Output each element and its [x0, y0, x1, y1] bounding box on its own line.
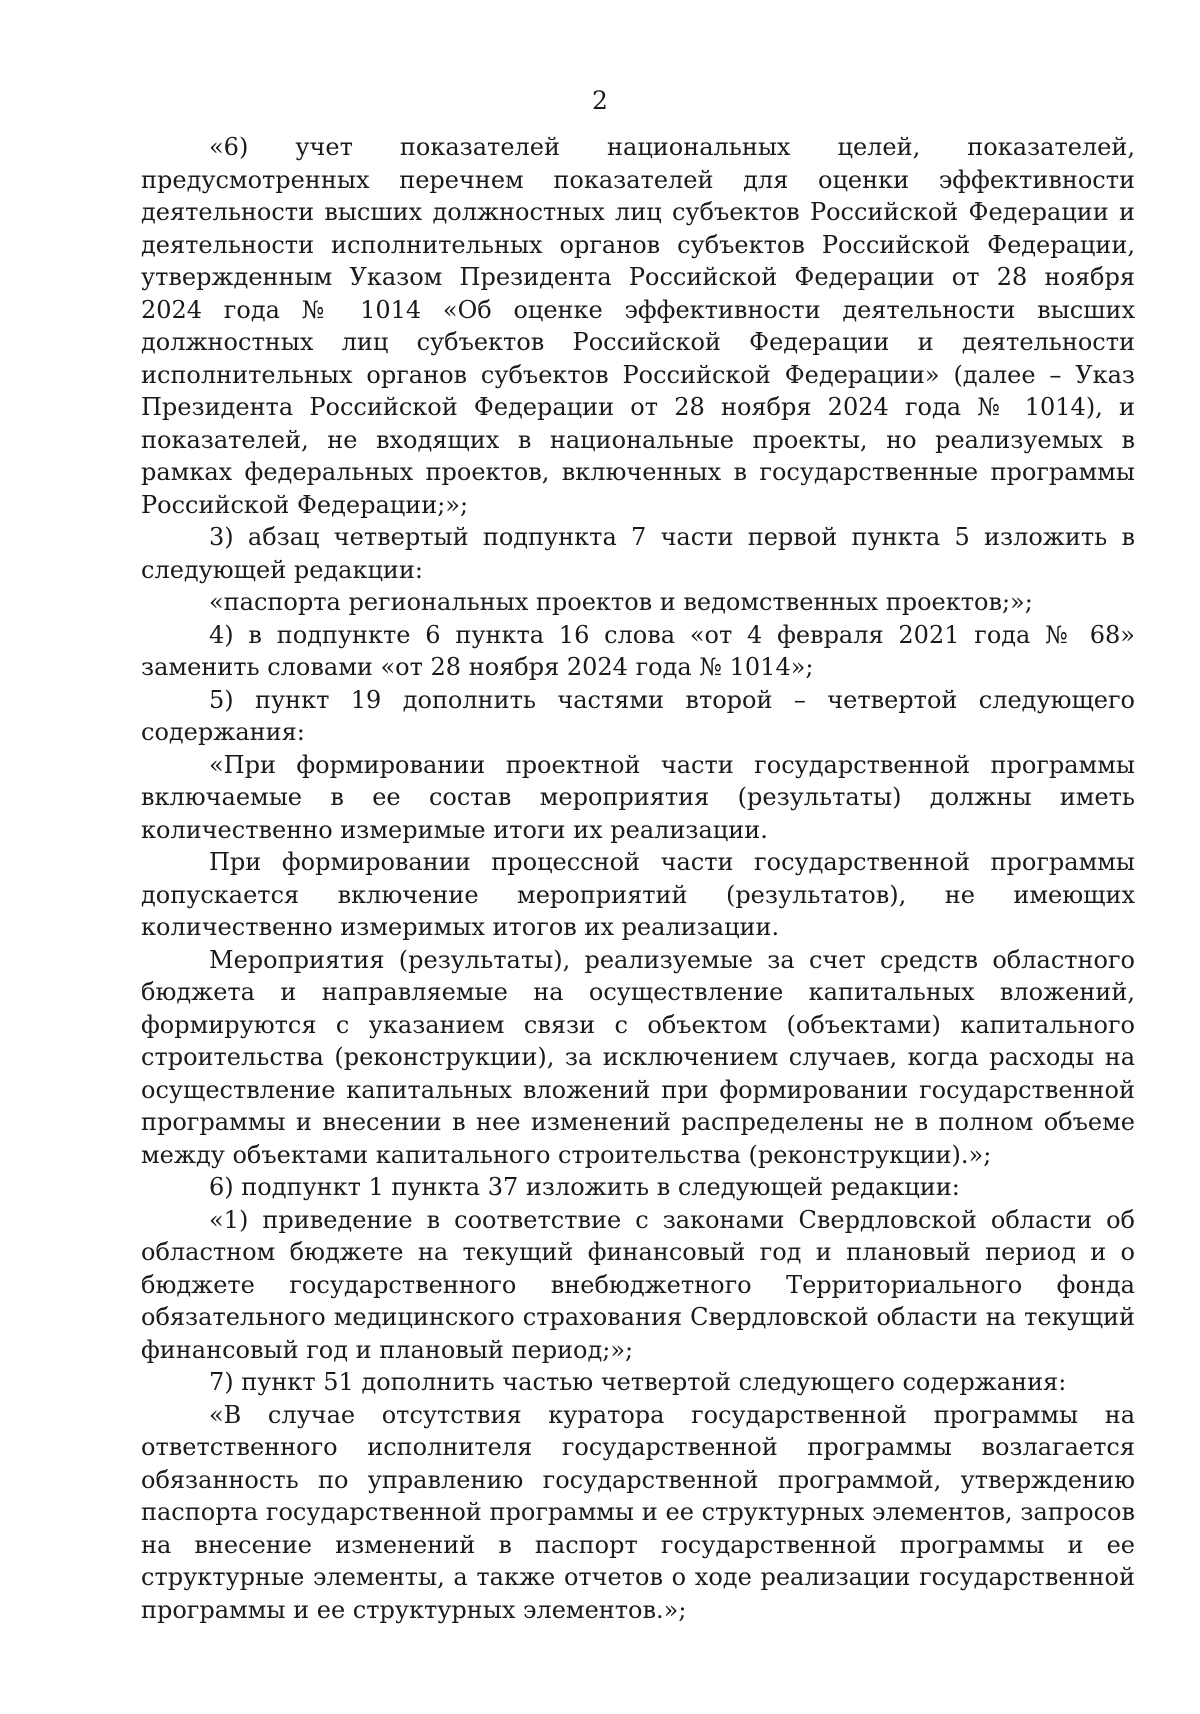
paragraph: При формировании процессной части государственной программы допускается включение мероприятий (результатов), не имеющих количественно измеримых итогов их реализации. — [141, 848, 1135, 941]
paragraph: 5) пункт 19 дополнить частями второй – четвертой следующего содержания: — [141, 685, 1135, 746]
document-body — [141, 131, 1135, 1626]
paragraph: 6) подпункт 1 пункта 37 изложить в следующей редакции: — [209, 1173, 960, 1201]
page-number: 2 — [592, 86, 608, 115]
paragraph: «В случае отсутствия куратора государственной программы на ответственного исполнителя государственной программы возлагается обязанность по управлению государственной программой, утверждению паспорта государственной программы и ее структурных элементов, запросов на внесение изменений в паспорт государственной программы и ее структурные элементы, а также отчетов о ходе реализации государственной программы и ее структурных элементов.»; — [141, 1400, 1135, 1624]
paragraph: 4) в подпункте 6 пункта 16 слова «от 4 февраля 2021 года № 68» заменить словами «от 28 ноября 2024 года № 1014»; — [141, 620, 1135, 681]
paragraph: «1) приведение в соответствие с законами Свердловской области об областном бюджете на текущий финансовый год и плановый период и о бюджете государственного внебюджетного Территориального фонда обязательного медицинского страхования Свердловской области на текущий финансовый год и плановый период;»; — [141, 1205, 1135, 1364]
paragraph: 3) абзац четвертый подпункта 7 части первой пункта 5 изложить в следующей редакции: — [141, 523, 1135, 584]
paragraph: Мероприятия (результаты), реализуемые за счет средств областного бюджета и направляемые на осуществление капитальных вложений, формируются с указанием связи с объектом (объектами) капитального строительства (реконструкции), за исключением случаев, когда расходы на осуществление капитальных вложений при формировании государственной программы и внесении в нее изменений распределены не в полном объеме между объектами капитального строительства (реконструкции).»; — [141, 945, 1135, 1169]
paragraph: 7) пункт 51 дополнить частью четвертой следующего содержания: — [209, 1368, 1067, 1396]
paragraph: «паспорта региональных проектов и ведомственных проектов;»; — [209, 588, 1033, 616]
paragraph: «6) учет показателей национальных целей, показателей, предусмотренных перечнем показателей для оценки эффективности деятельности высших должностных лиц субъектов Российской Федерации и деятельности исполнительных органов субъектов Российской Федерации, утвержденным Указом Президента Российской Федерации от 28 ноября 2024 года № 1014 «Об оценке эффективности деятельности высших должностных лиц субъектов Российской Федерации и деятельности исполнительных органов субъектов Российской Федерации» (далее – Указ Президента Российской Федерации от 28 ноября 2024 года № 1014), и показателей, не входящих в национальные проекты, но реализуемых в рамках федеральных проектов, включенных в государственные программы Российской Федерации;»; — [141, 133, 1135, 519]
paragraph: «При формировании проектной части государственной программы включаемые в ее состав мероприятия (результаты) должны иметь количественно измеримые итоги их реализации. — [141, 750, 1135, 844]
